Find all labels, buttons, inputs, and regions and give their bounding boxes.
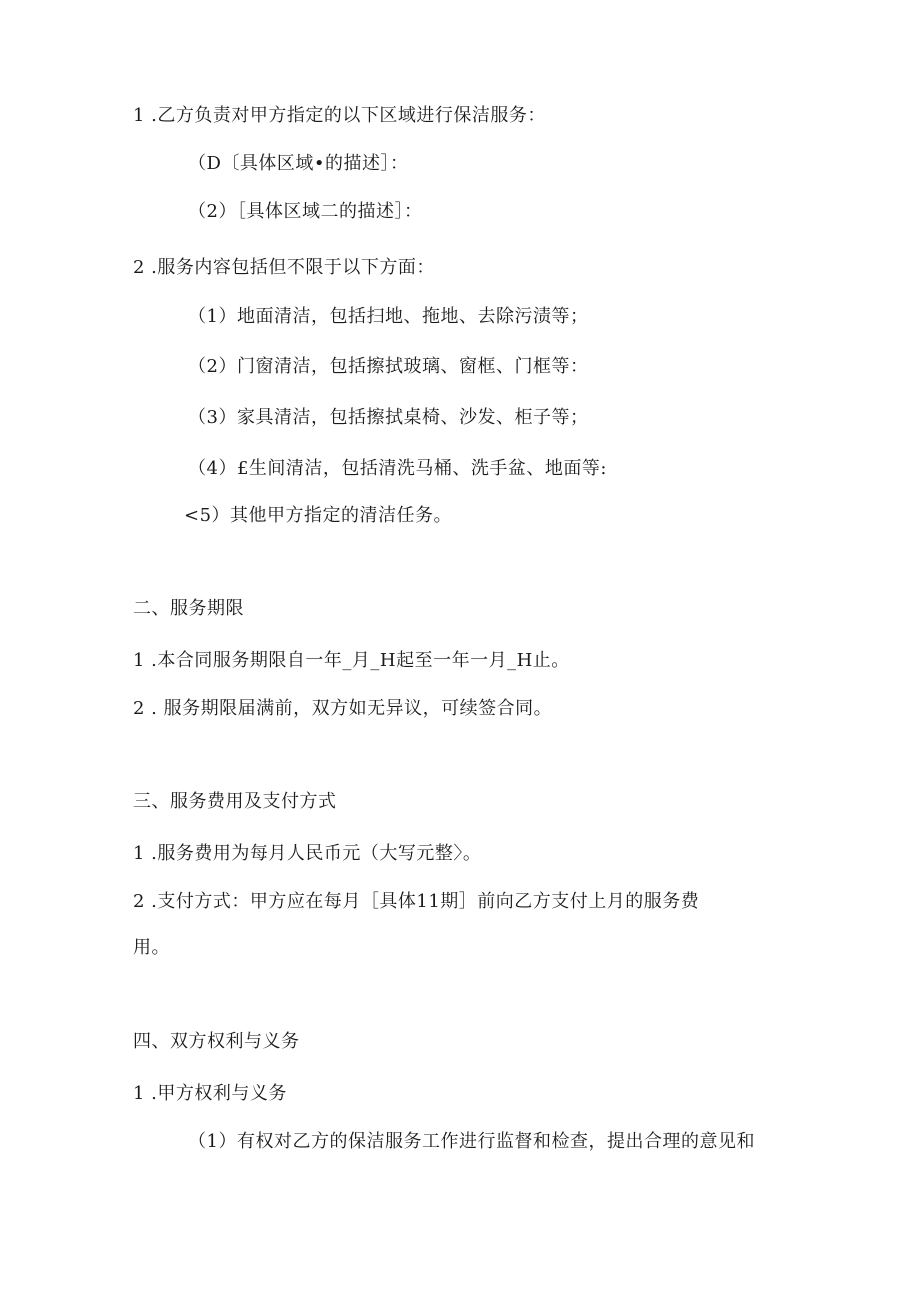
clause-3-2-continued: 用。 — [133, 937, 170, 958]
clause-1-2-item-3: （3）家具清洁，包括擦拭桌椅、沙发、柜子等； — [188, 407, 589, 428]
clause-1-2-item-5: <5）其他甲方指定的清洁任务。 — [184, 505, 453, 526]
clause-2-2: 2 . 服务期限届满前，双方如无异议，可续签合同。 — [133, 698, 553, 719]
clause-3-2: 2 .支付方式：甲方应在每月［具体11期］前向乙方支付上月的服务费 — [133, 891, 700, 912]
clause-1-2-item-1: （1）地面清洁，包括扫地、拖地、去除污渍等； — [188, 306, 589, 327]
clause-1-2: 2 .服务内容包括但不限于以下方面： — [133, 257, 435, 278]
clause-1-2-item-4: （4）£生间清洁，包括清洗马桶、洗手盆、地面等: — [188, 458, 607, 479]
clause-4-1-item-1: （1）有权对乙方的保洁服务工作进行监督和检查，提出合理的意见和 — [188, 1131, 755, 1152]
section-heading-4: 四、双方权利与义务 — [133, 1031, 300, 1052]
section-heading-2: 二、服务期限 — [133, 598, 244, 619]
clause-1-1: 1 .乙方负责对甲方指定的以下区域进行保洁服务： — [133, 105, 546, 126]
clause-1-1-item-2: （2）［具体区域二的描述］： — [188, 201, 423, 222]
clause-1-1-item-1: （D〔具体区域•的描述］： — [188, 153, 409, 174]
clause-2-1: 1 .本合同服务期限自一年_月_H起至一年一月_H止。 — [133, 650, 570, 671]
section-heading-3: 三、服务费用及支付方式 — [133, 791, 337, 812]
clause-1-2-item-2: （2）门窗清洁，包括擦拭玻璃、窗框、门框等： — [188, 356, 589, 377]
clause-4-1: 1 .甲方权利与义务 — [133, 1083, 287, 1104]
clause-3-1: 1 .服务费用为每月人民币元（大写元整〉。 — [133, 843, 482, 864]
